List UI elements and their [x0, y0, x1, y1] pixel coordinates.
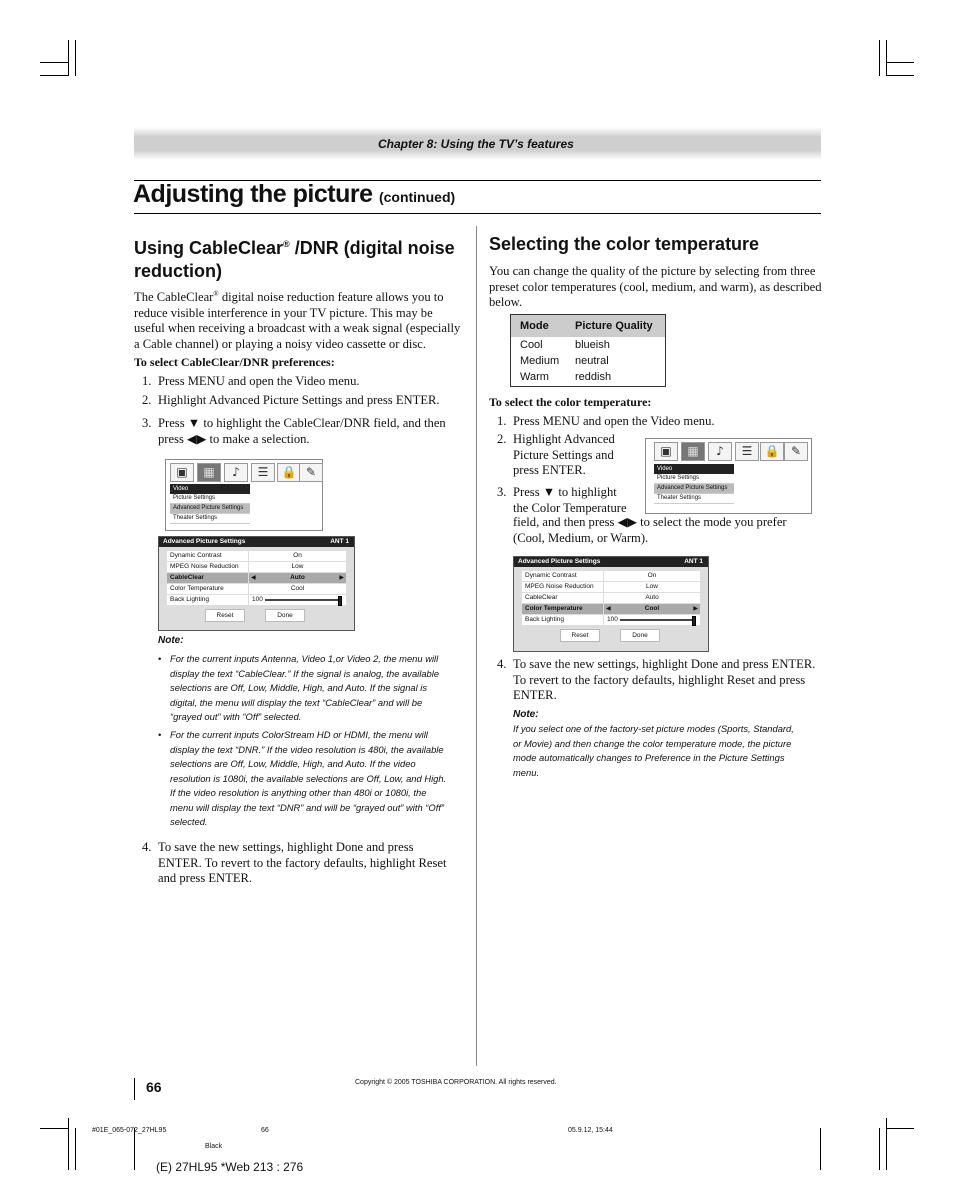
menu-item-picture-settings[interactable]: Picture Settings	[170, 494, 250, 504]
setting-label: CableClear	[167, 573, 248, 583]
setting-value: On	[604, 571, 700, 581]
slider-knob[interactable]	[692, 616, 696, 626]
col-mode: Mode	[520, 320, 549, 332]
backlight-slider[interactable]	[604, 615, 700, 625]
plate-color: Black	[205, 1143, 223, 1150]
backlight-slider[interactable]	[249, 595, 346, 605]
crop-mark	[886, 62, 914, 63]
setting-row-mpeg-noise-reduction[interactable]	[522, 582, 700, 592]
crop-mark	[886, 1118, 887, 1170]
step-text: Press ▼ to highlight the CableClear/DNR field, and then press ◀▶ to make a selection.	[158, 416, 446, 446]
video-icon: ▦	[681, 442, 705, 461]
note-item: For the current inputs Antenna, Video 1,or Video 2, the menu will display the text “CableClear.” If the signal is analog, the available selections are Off, Low, Middle, High, and Auto. If the signal is digital, the menu will display the text “CableClear” and will be “grayed out” with “Off” selected.	[170, 653, 440, 722]
crop-mark	[886, 40, 887, 76]
setting-row-back-lighting[interactable]	[522, 615, 700, 625]
step-number: 1.	[142, 374, 152, 388]
setup-icon: ✎	[784, 442, 808, 461]
audio-icon: ♪	[224, 463, 248, 482]
adv-menu-header	[514, 557, 708, 567]
col-picture-quality: Picture Quality	[575, 320, 653, 332]
rule-title	[134, 213, 821, 214]
heading-text: /DNR (digital noise reduction)	[134, 238, 455, 281]
step-number: 2.	[497, 432, 507, 446]
setting-row-dynamic-contrast[interactable]	[522, 571, 700, 581]
crop-mark	[886, 75, 914, 76]
bullet: •	[158, 729, 162, 740]
settings-icon: ☰	[735, 442, 759, 461]
done-button[interactable]: Done	[620, 629, 660, 642]
menu-item-advanced-picture-settings[interactable]: Advanced Picture Settings	[170, 504, 250, 514]
table-row	[511, 339, 665, 355]
step-number: 2.	[142, 393, 152, 407]
setting-value: Cool	[249, 584, 346, 594]
crop-mark	[40, 1128, 68, 1129]
menu-item-picture-settings[interactable]: Picture Settings	[654, 474, 734, 484]
video-menu-header: Video	[170, 484, 250, 494]
cell-mode: Medium	[520, 355, 560, 367]
rule-footer	[134, 1078, 135, 1100]
setting-label: MPEG Noise Reduction	[522, 582, 603, 592]
slider-track	[265, 599, 340, 601]
reg-mark: ®	[283, 239, 290, 249]
section-heading-cableclear	[134, 233, 464, 283]
setting-label: MPEG Noise Reduction	[167, 562, 248, 572]
step-text: To save the new settings, highlight Done and press ENTER. To revert to the factory defaults, highlight Reset and press ENTER.	[513, 657, 816, 702]
adv-buttons	[514, 629, 708, 643]
adv-menu-header	[159, 537, 354, 547]
step-number: 4.	[497, 657, 507, 671]
right-arrow-icon[interactable]: ▶	[693, 606, 698, 612]
crop-mark	[886, 1128, 914, 1129]
video-menu	[170, 484, 250, 524]
crop-mark	[75, 1128, 76, 1170]
menu-item-theater-settings[interactable]: Theater Settings	[170, 514, 250, 524]
cell-quality: blueish	[575, 339, 610, 351]
video-icon: ▦	[197, 463, 221, 482]
note-label: Note:	[513, 709, 539, 720]
picture-icon: ▣	[170, 463, 194, 482]
reset-button[interactable]: Reset	[560, 629, 600, 642]
slider-track	[620, 619, 694, 621]
table-row	[511, 371, 665, 387]
setup-icon: ✎	[299, 463, 323, 482]
setting-label: CableClear	[522, 593, 603, 603]
setting-label: Color Temperature	[167, 584, 248, 594]
setting-label: Back Lighting	[522, 615, 603, 625]
mode-quality-table	[510, 314, 666, 387]
page-small: 66	[261, 1127, 269, 1134]
setting-row-back-lighting[interactable]	[167, 595, 346, 605]
ant-label: ANT 1	[330, 538, 349, 545]
title-continued: (continued)	[378, 189, 456, 205]
setting-value: Low	[249, 562, 346, 572]
cell-mode: Warm	[520, 371, 549, 383]
crop-mark	[40, 62, 68, 63]
step-number: 1.	[497, 414, 507, 428]
step-text: field, and then press ◀▶ to select the mode you prefer (Cool, Medium, or Warm).	[513, 515, 787, 545]
setting-row-cableclear[interactable]	[522, 593, 700, 603]
step-text: Highlight Advanced Picture Settings and press ENTER.	[158, 393, 440, 407]
title-main: Adjusting the picture	[133, 180, 373, 208]
note-text: If you select one of the factory-set picture modes (Sports, Standard, or Movie) and then change the color temperature mode, the picture mode automatically changes to Preference in the Picture Settings menu.	[513, 723, 794, 778]
table-row	[511, 355, 665, 371]
reg-mark: ®	[213, 290, 219, 298]
chapter-title: Chapter 8: Using the TV’s features	[378, 137, 574, 151]
reset-button[interactable]: Reset	[205, 609, 245, 622]
bullet: •	[158, 653, 162, 664]
step-text: To save the new settings, highlight Done and press ENTER. To revert to the factory defaults, highlight Reset and press ENTER.	[158, 840, 447, 885]
crop-mark	[75, 40, 76, 76]
advanced-picture-settings-menu	[513, 556, 709, 652]
cableclear-subhead: To select CableClear/DNR preferences:	[134, 355, 335, 369]
page-number: 66	[146, 1079, 162, 1095]
color-temp-intro: You can change the quality of the picture by selecting from three preset color temperatures (cool, medium, and warm), as described below.	[489, 264, 822, 309]
step-text: Highlight Advanced Picture Settings and press ENTER.	[513, 432, 615, 477]
setting-value: Low	[604, 582, 700, 592]
setting-value: On	[249, 551, 346, 561]
step-number: 3.	[497, 485, 507, 499]
note-label: Note:	[158, 635, 184, 646]
slider-knob[interactable]	[338, 596, 342, 606]
crop-mark	[40, 75, 68, 76]
step-number: 3.	[142, 416, 152, 430]
adv-title: Advanced Picture Settings	[163, 538, 246, 545]
audio-icon: ♪	[708, 442, 732, 461]
picture-icon: ▣	[654, 442, 678, 461]
menu-item-theater-settings[interactable]: Theater Settings	[654, 494, 734, 504]
cell-mode: Cool	[520, 339, 543, 351]
intro-text: digital noise reduction feature allows you to reduce visible interference in your TV picture. This may be useful when receiving a broadcast with a weak signal (especially a Cable channel) or playing a noisy video cassette or disc.	[134, 290, 461, 351]
video-menu	[654, 464, 734, 504]
left-arrow-icon[interactable]: ◀	[606, 606, 611, 612]
left-arrow-icon[interactable]: ◀	[251, 575, 256, 581]
intro-text: The CableClear	[134, 290, 214, 305]
setting-row-color-temperature[interactable]	[167, 584, 346, 594]
setting-label: Dynamic Contrast	[167, 551, 248, 561]
setting-row-cableclear[interactable]	[167, 573, 346, 583]
heading-text: Using CableClear	[134, 238, 284, 258]
settings-icon: ☰	[251, 463, 275, 482]
color-temp-subhead: To select the color temperature:	[489, 395, 652, 409]
step-text: Press MENU and open the Video menu.	[513, 414, 715, 428]
setting-row-color-temperature[interactable]	[522, 604, 700, 614]
crop-mark	[879, 40, 880, 76]
setting-row-dynamic-contrast[interactable]	[167, 551, 346, 561]
cell-quality: neutral	[575, 355, 609, 367]
cell-quality: reddish	[575, 371, 612, 383]
setting-label: Color Temperature	[522, 604, 603, 614]
setting-value: Cool	[604, 604, 700, 614]
crop-mark	[68, 1118, 69, 1170]
setting-value: 100	[607, 616, 618, 623]
done-button[interactable]: Done	[265, 609, 305, 622]
cableclear-intro	[134, 287, 464, 352]
step-number: 4.	[142, 840, 152, 854]
lock-icon: 🔒	[277, 463, 301, 482]
crop-mark	[68, 40, 69, 76]
ant-label: ANT 1	[684, 558, 703, 565]
page-title	[133, 180, 455, 209]
note-item: For the current inputs ColorStream HD or HDMI, the menu will display the text “DNR.” If the video resolution is 480i, the available selections are Off, Low, Middle, High, and Auto. If the video resolution is 1080i, the available selections are Off, Low, and High. If the video resolution is anything other than 480i or 1080i, the menu will display the text “DNR” and will be “grayed out” with “Off” selected.	[170, 729, 447, 827]
copyright: Copyright © 2005 TOSHIBA CORPORATION. All rights reserved.	[355, 1079, 557, 1086]
table-header	[511, 315, 665, 337]
setting-value: Auto	[604, 593, 700, 603]
print-date: 05.9.12, 15:44	[568, 1127, 613, 1134]
video-menu-header: Video	[654, 464, 734, 474]
advanced-picture-settings-menu	[158, 536, 355, 631]
column-divider	[476, 226, 477, 1066]
step-text: Press ▼ to highlight the Color Temperature	[513, 485, 627, 515]
menu-item-advanced-picture-settings[interactable]: Advanced Picture Settings	[654, 484, 734, 494]
adv-buttons	[159, 609, 354, 623]
setting-row-mpeg-noise-reduction[interactable]	[167, 562, 346, 572]
right-arrow-icon[interactable]: ▶	[339, 575, 344, 581]
setting-label: Dynamic Contrast	[522, 571, 603, 581]
adv-title: Advanced Picture Settings	[518, 558, 601, 565]
print-code: (E) 27HL95 *Web 213 : 276	[156, 1160, 304, 1174]
setting-value: 100	[252, 596, 263, 603]
lock-icon: 🔒	[760, 442, 784, 461]
section-heading-color-temperature: Selecting the color temperature	[489, 234, 760, 254]
crop-mark	[879, 1128, 880, 1170]
crop-mark	[134, 1128, 135, 1170]
file-name: #01E_065-072_27HL95	[92, 1127, 167, 1134]
setting-value: Auto	[249, 573, 346, 583]
setting-label: Back Lighting	[167, 595, 248, 605]
step-text: Press MENU and open the Video menu.	[158, 374, 360, 388]
crop-mark	[820, 1128, 821, 1170]
